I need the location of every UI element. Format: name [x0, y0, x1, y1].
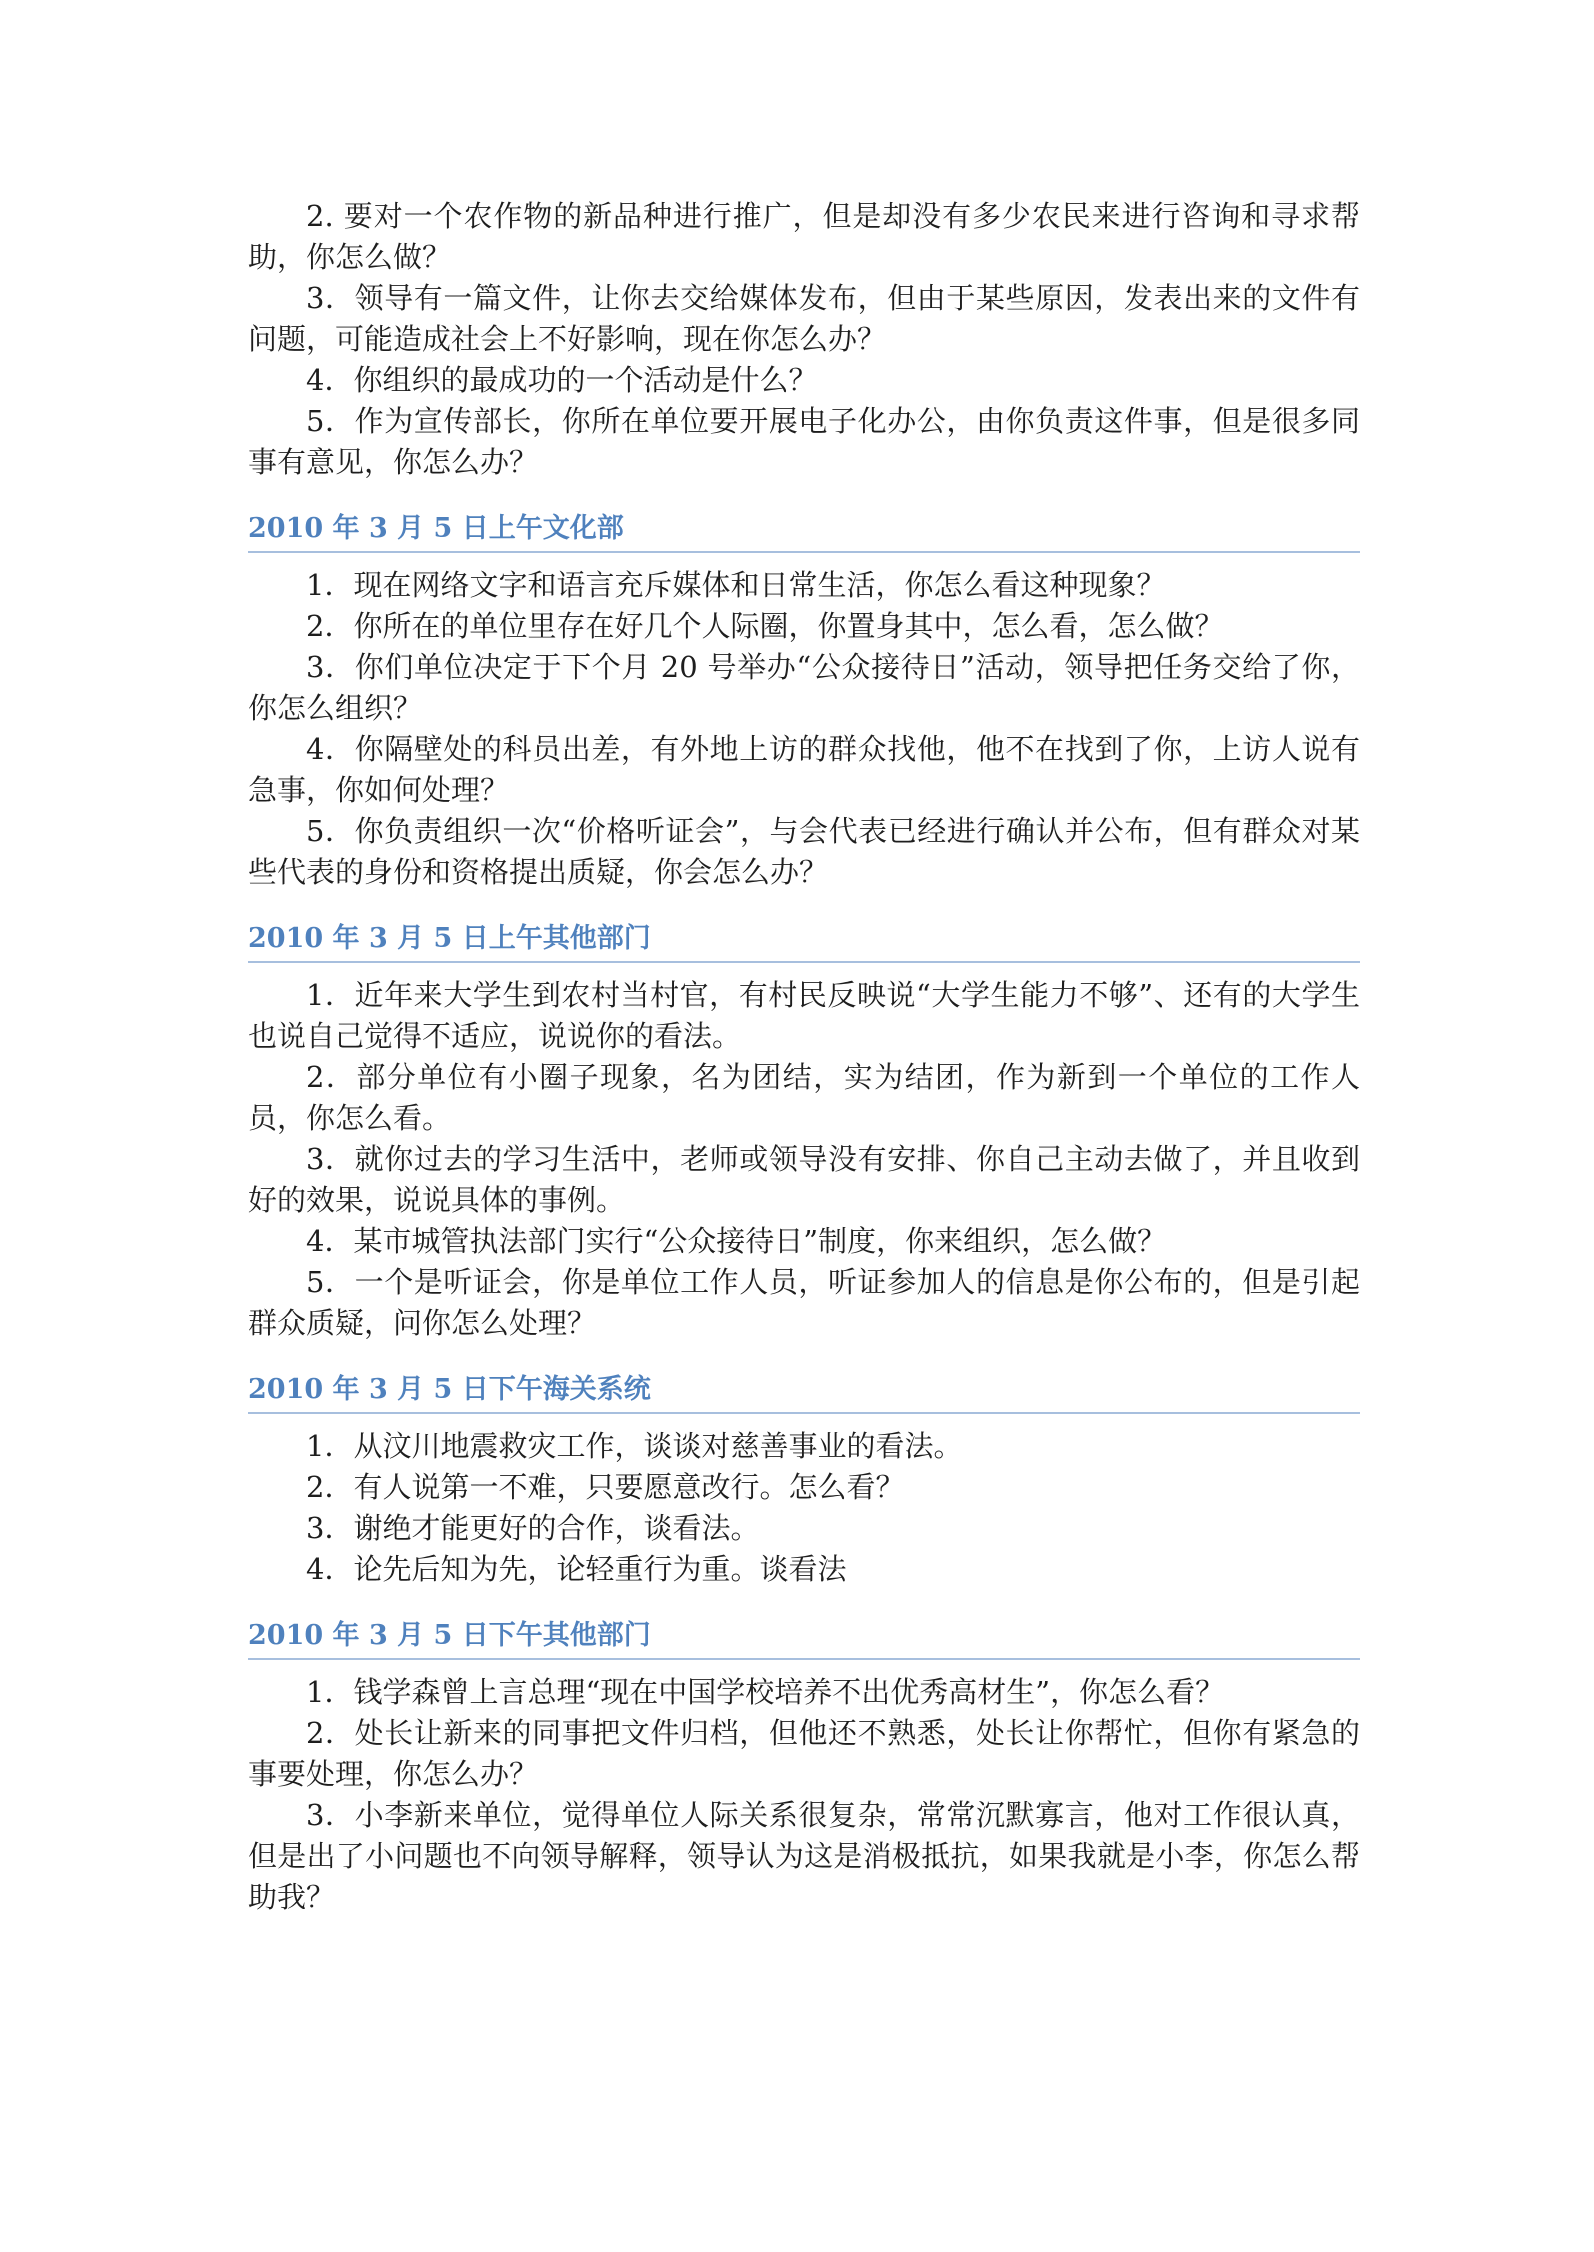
document-page	[248, 196, 1360, 1918]
question-paragraph: 1．钱学森曾上言总理“现在中国学校培养不出优秀高材生”，你怎么看？	[306, 1675, 1225, 1709]
section-body	[248, 1672, 1360, 1918]
section-other-morning	[248, 921, 1360, 1344]
question-paragraph: 4．论先后知为先，论轻重行为重。谈看法	[306, 1552, 847, 1586]
question-paragraph: 3．领导有一篇文件，让你去交给媒体发布，但由于某些原因，发表出来的文件有问题，可能造成社会上不好影响，现在你怎么办？	[248, 281, 1360, 356]
question-paragraph: 2．部分单位有小圈子现象，名为团结，实为结团，作为新到一个单位的工作人员，你怎么看。	[248, 1060, 1360, 1135]
question-paragraph: 4．某市城管执法部门实行“公众接待日”制度，你来组织，怎么做？	[306, 1224, 1167, 1258]
question-paragraph: 5．作为宣传部长，你所在单位要开展电子化办公，由你负责这件事，但是很多同事有意见，你怎么办？	[248, 404, 1360, 479]
question-paragraph: 1．现在网络文字和语言充斥媒体和日常生活，你怎么看这种现象？	[306, 568, 1166, 602]
section-other-afternoon	[248, 1618, 1360, 1918]
section-heading: 2010 年 3 月 5 日下午海关系统	[248, 1372, 1360, 1414]
question-paragraph: 1．从汶川地震救灾工作，谈谈对慈善事业的看法。	[306, 1429, 963, 1463]
section-culture-morning	[248, 511, 1360, 893]
question-paragraph: 2．有人说第一不难，只要愿意改行。怎么看？	[306, 1470, 905, 1504]
section-heading: 2010 年 3 月 5 日上午文化部	[248, 511, 1360, 553]
question-paragraph: 5．一个是听证会，你是单位工作人员，听证参加人的信息是你公布的，但是引起群众质疑，问你怎么处理？	[248, 1265, 1360, 1340]
question-paragraph: 2．处长让新来的同事把文件归档，但他还不熟悉，处长让你帮忙，但你有紧急的事要处理，你怎么办？	[248, 1716, 1360, 1791]
question-paragraph: 1．近年来大学生到农村当村官，有村民反映说“大学生能力不够”、还有的大学生也说自己觉得不适应，说说你的看法。	[248, 978, 1360, 1053]
section-heading: 2010 年 3 月 5 日上午其他部门	[248, 921, 1360, 963]
section-customs-afternoon	[248, 1372, 1360, 1590]
question-paragraph: 3．就你过去的学习生活中，老师或领导没有安排、你自己主动去做了，并且收到好的效果，说说具体的事例。	[248, 1142, 1360, 1217]
question-paragraph: 3．小李新来单位，觉得单位人际关系很复杂，常常沉默寡言，他对工作很认真，但是出了小问题也不向领导解释，领导认为这是消极抵抗，如果我就是小李，你怎么帮助我？	[248, 1798, 1360, 1914]
question-paragraph: 5．你负责组织一次“价格听证会”，与会代表已经进行确认并公布，但有群众对某些代表的身份和资格提出质疑，你会怎么办？	[248, 814, 1360, 889]
section-body	[248, 565, 1360, 893]
question-paragraph: 4．你隔壁处的科员出差，有外地上访的群众找他，他不在找到了你，上访人说有急事，你如何处理？	[248, 732, 1360, 807]
section-heading: 2010 年 3 月 5 日下午其他部门	[248, 1618, 1360, 1660]
question-paragraph: 4．你组织的最成功的一个活动是什么？	[306, 363, 818, 397]
question-paragraph: 2．你所在的单位里存在好几个人际圈，你置身其中，怎么看，怎么做？	[306, 609, 1224, 643]
section-body	[248, 1426, 1360, 1590]
question-paragraph: 3．谢绝才能更好的合作，谈看法。	[306, 1511, 760, 1545]
intro-block	[248, 196, 1360, 483]
section-body	[248, 975, 1360, 1344]
question-paragraph: 3．你们单位决定于下个月 20 号举办“公众接待日”活动，领导把任务交给了你，你怎么组织？	[248, 650, 1360, 725]
question-paragraph: 2. 要对一个农作物的新品种进行推广，但是却没有多少农民来进行咨询和寻求帮助，你怎么做？	[248, 199, 1360, 274]
